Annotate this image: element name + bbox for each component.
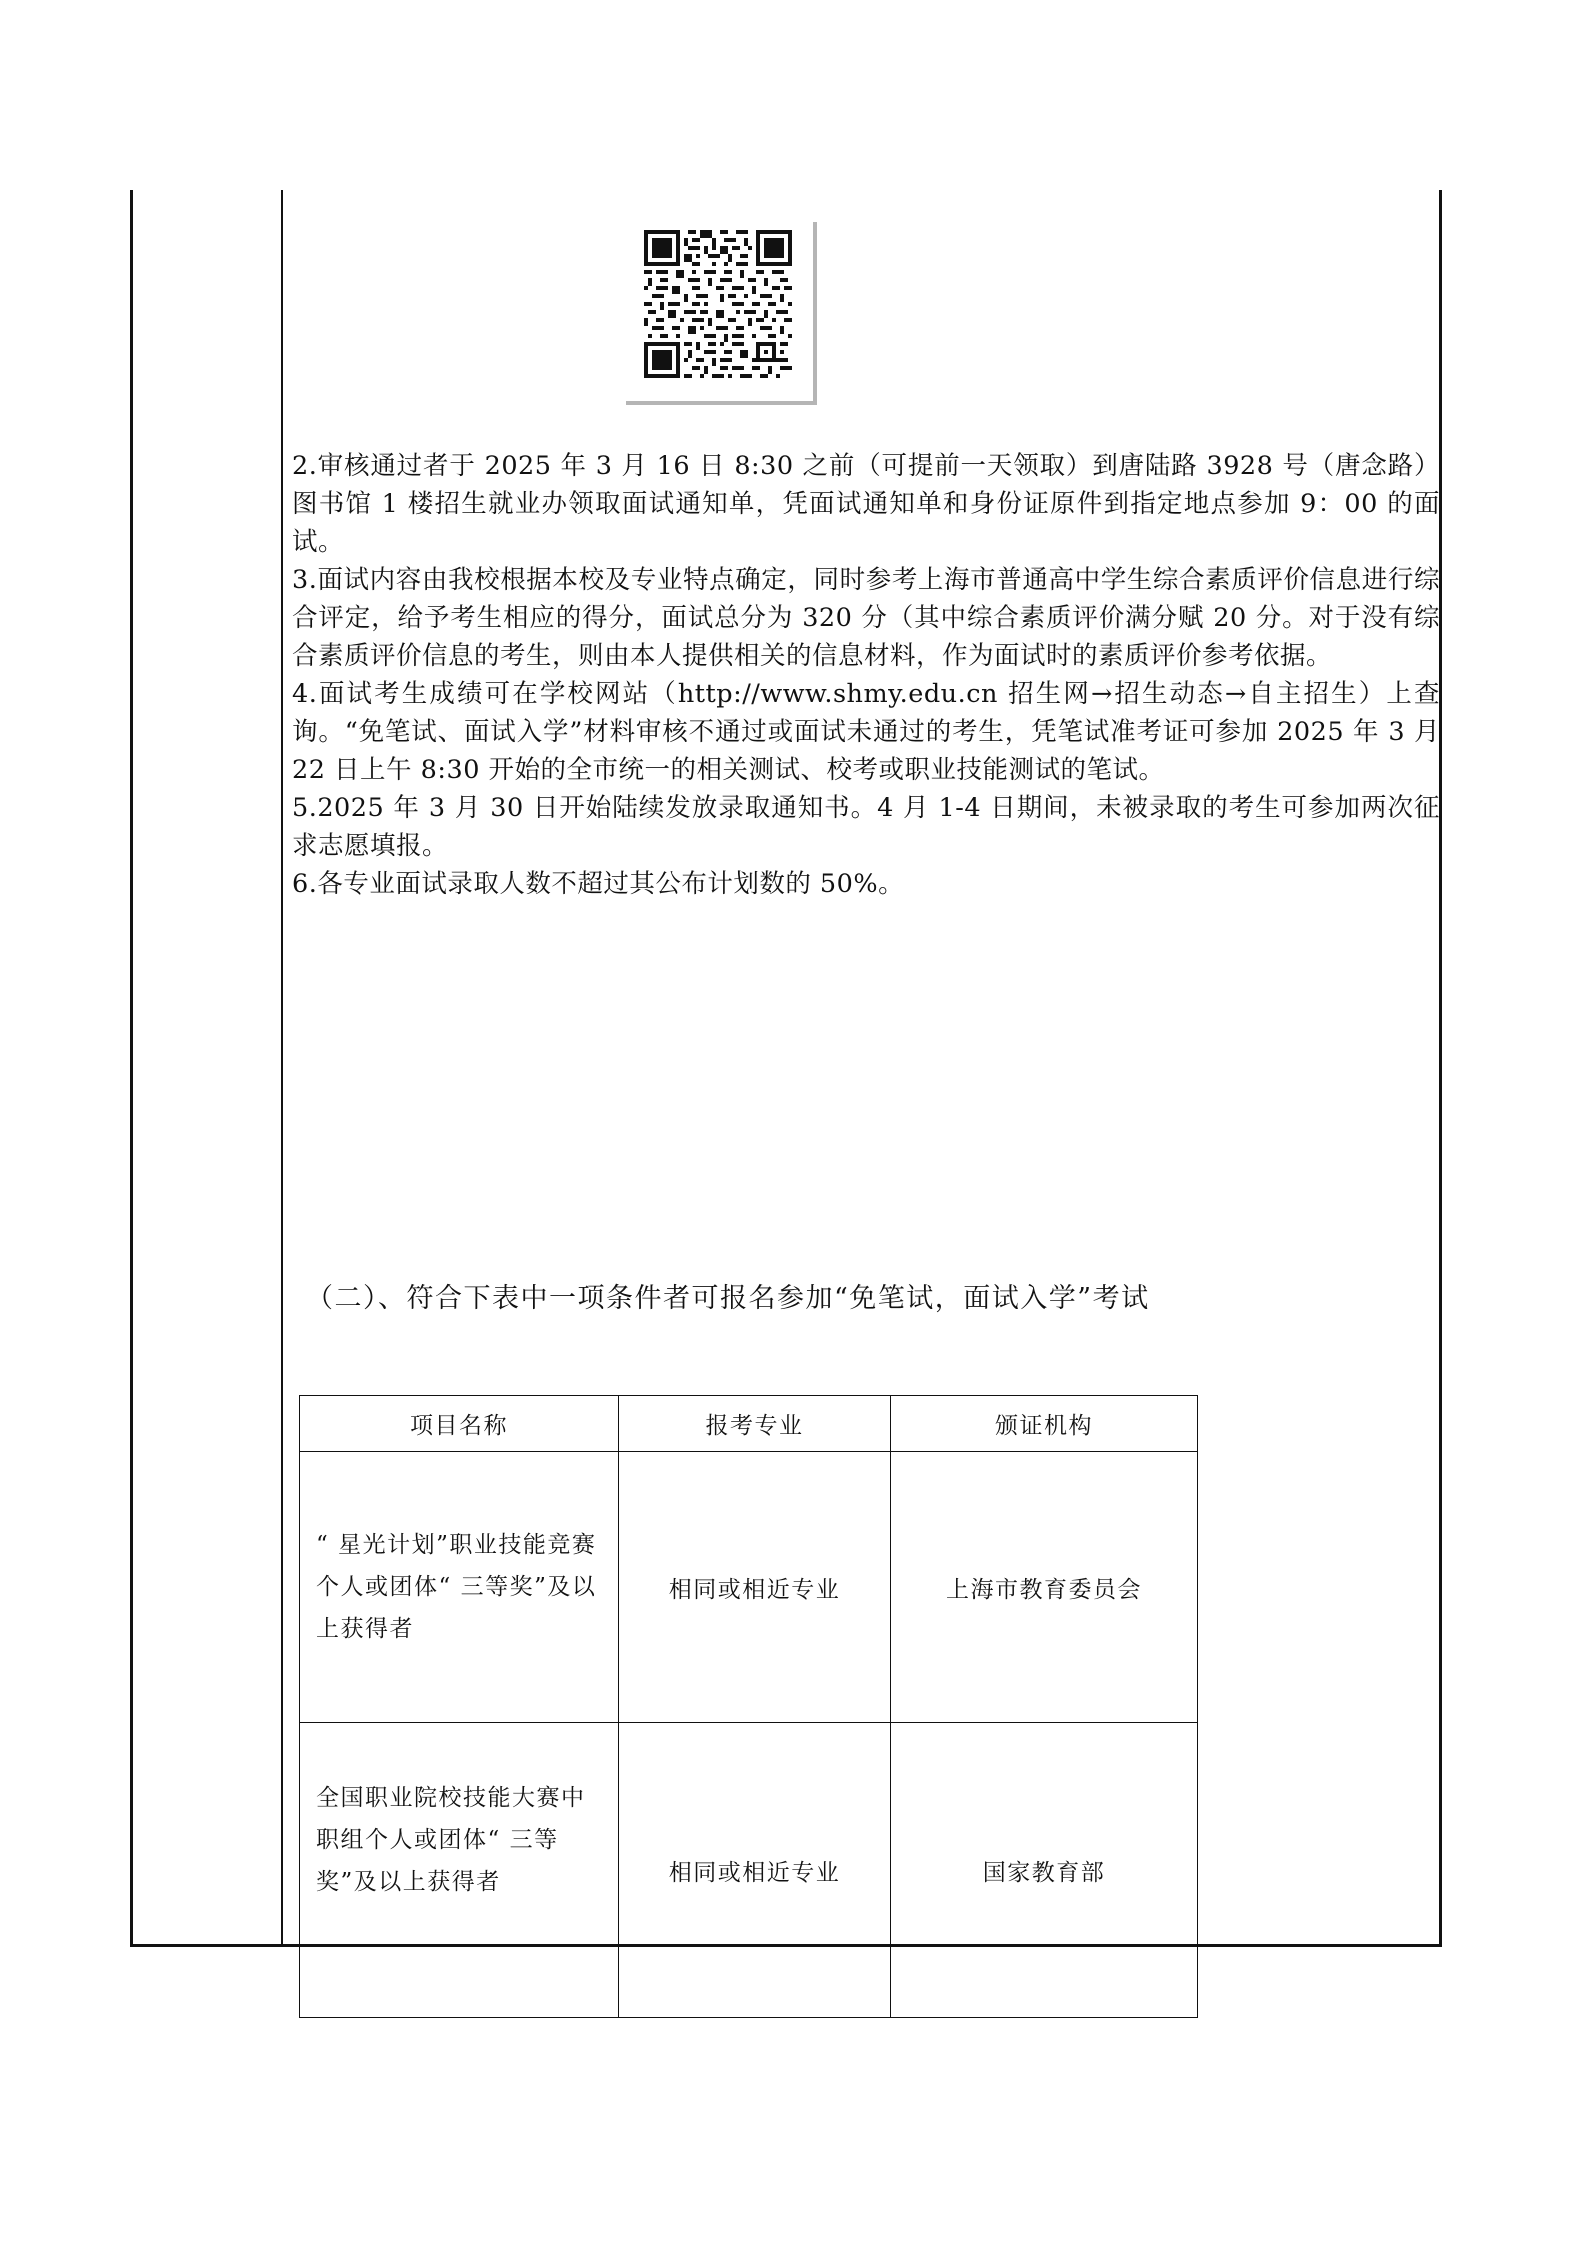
paragraph-5: 5.2025 年 3 月 30 日开始陆续发放录取通知书。4 月 1-4 日期间，未被录取的考生可参加两次征求志愿填报。 xyxy=(292,793,1440,861)
table-row xyxy=(300,1452,1198,1723)
frame-inner-border xyxy=(281,190,283,1947)
paragraph-2: 2.审核通过者于 2025 年 3 月 16 日 8:30 之前（可提前一天领取）到唐陆路 3928 号（唐念路）图书馆 1 楼招生就业办领取面试通知单，凭面试通知单和身份证原件到指定地点参加 9：00 的面试。 xyxy=(292,451,1440,557)
table-cell-major: 相同或相近专业 xyxy=(619,1723,891,2018)
table-cell-issuer: 国家教育部 xyxy=(891,1723,1198,2018)
qr-code-icon xyxy=(644,230,792,378)
header-project-name: 项目名称 xyxy=(300,1396,619,1452)
paragraph-3: 3.面试内容由我校根据本校及专业特点确定，同时参考上海市普通高中学生综合素质评价信息进行综合评定，给予考生相应的得分，面试总分为 320 分（其中综合素质评价满分赋 20 分。对于没有综合素质评价信息的考生，则由本人提供相关的信息材料，作为面试时的素质评价参考依据。 xyxy=(292,565,1440,671)
paragraph-6: 6.各专业面试录取人数不超过其公布计划数的 50%。 xyxy=(292,869,905,899)
table-row xyxy=(300,1723,1198,2018)
table-cell-major: 相同或相近专业 xyxy=(619,1452,891,1723)
table-cell-issuer: 上海市教育委员会 xyxy=(891,1452,1198,1723)
table-cell-project: 全国职业院校技能大赛中职组个人或团体“ 三等奖”及以上获得者 xyxy=(300,1723,619,2018)
header-major: 报考专业 xyxy=(619,1396,891,1452)
frame-left-border xyxy=(130,190,133,1947)
qr-code-image xyxy=(622,218,813,401)
table-header-row xyxy=(300,1396,1198,1452)
paragraph-4: 4.面试考生成绩可在学校网站（http://www.shmy.edu.cn 招生网→招生动态→自主招生）上查询。“免笔试、面试入学”材料审核不通过或面试未通过的考生，凭笔试准考证可参加 2025 年 3 月 22 日上午 8:30 开始的全市统一的相关测试、校考或职业技能测试的笔试。 xyxy=(292,679,1440,785)
section-heading: （二）、符合下表中一项条件者可报名参加“免笔试，面试入学”考试 xyxy=(306,1283,1150,1314)
header-issuer: 颁证机构 xyxy=(891,1396,1198,1452)
table-cell-project: “ 星光计划”职业技能竞赛个人或团体“ 三等奖”及以上获得者 xyxy=(300,1452,619,1723)
instruction-paragraphs xyxy=(292,447,1440,903)
conditions-table xyxy=(299,1395,1198,2018)
